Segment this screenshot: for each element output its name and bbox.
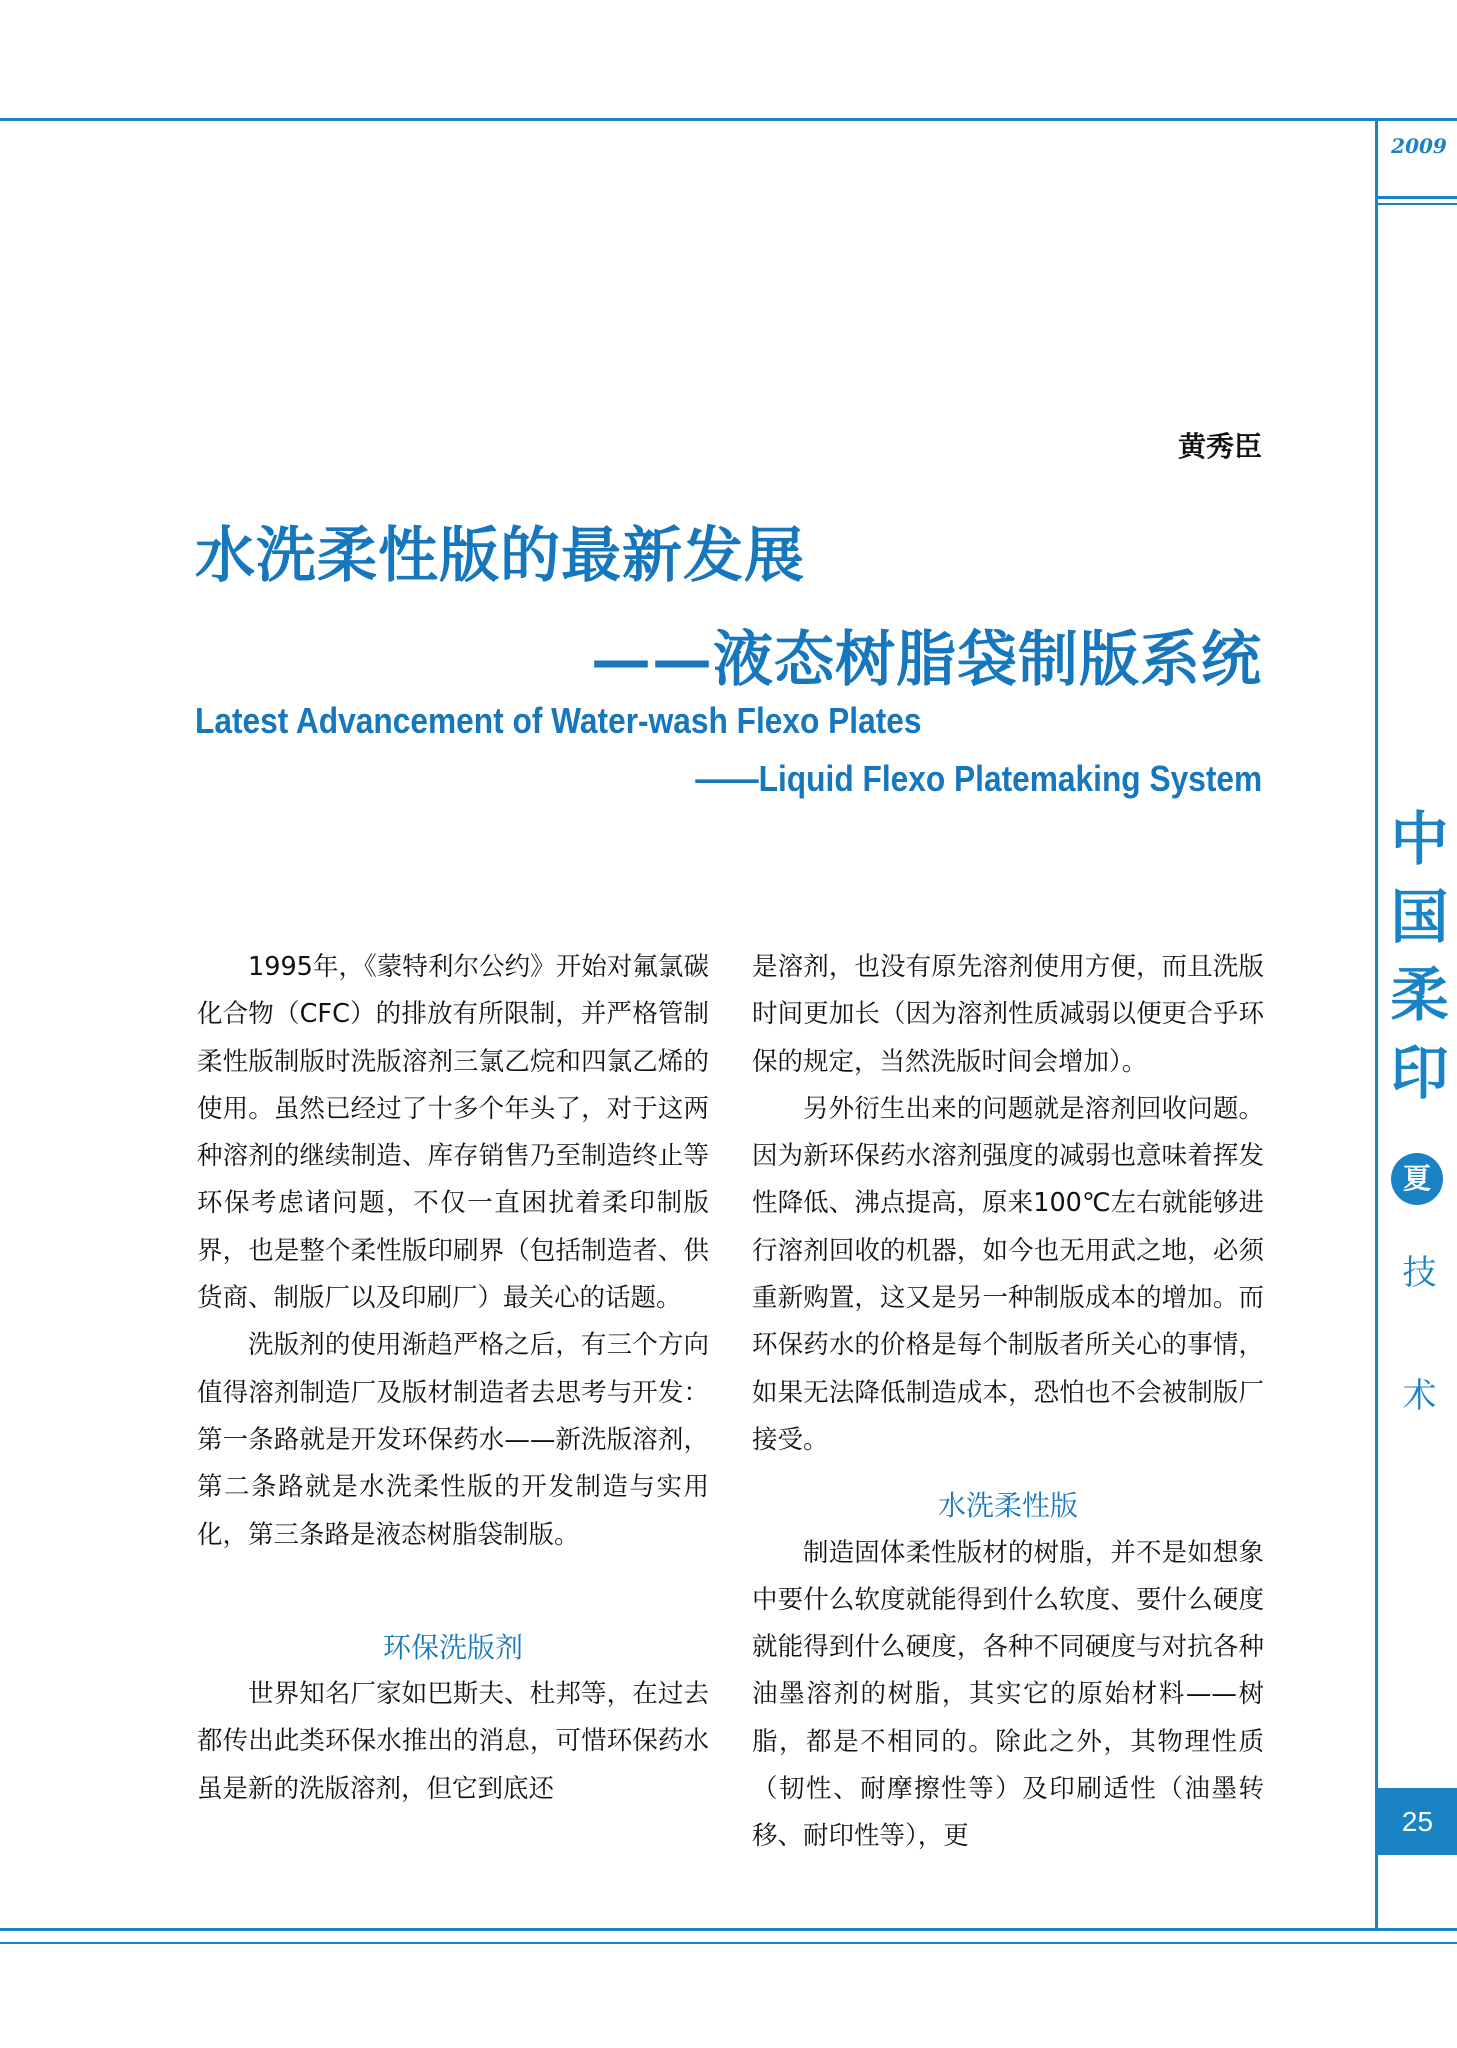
season-badge: 夏 <box>1391 1153 1443 1205</box>
body-paragraph: 另外衍生出来的问题就是溶剂回收问题。因为新环保药水溶剂强度的减弱也意味着挥发性降低、沸点提高，原来100℃左右就能够进行溶剂回收的机器，如今也无用武之地，必须重新购置，这又是另一种制版成本的增加。而环保药水的价格是每个制版者所关心的事情，如果无法降低制造成本，恐怕也不会被制版厂接受。 <box>752 1093 1264 1455</box>
magazine-name-char: 柔 <box>1390 961 1449 1029</box>
english-title-line-1: Latest Advancement of Water-wash Flexo Plates <box>195 700 922 741</box>
body-paragraph: 制造固体柔性版材的树脂，并不是如想象中要什么软度就能得到什么软度、要什么硬度就能得到什么硬度，各种不同硬度与对抗各种油墨溶剂的树脂，其实它的原始材料——树脂，都是不相同的。除此之外，其物理性质（韧性、耐摩擦性等）及印刷适性（油墨转移、耐印性等），更 <box>752 1537 1264 1852</box>
magazine-name-char: 国 <box>1390 883 1449 951</box>
body-paragraph: 1995年，《蒙特利尔公约》开始对氟氯碳化合物（CFC）的排放有所限制，并严格管制柔性版制版时洗版溶剂三氯乙烷和四氯乙烯的使用。虽然已经过了十多个年头了，对于这两种溶剂的继续制造、库存销售乃至制造终止等环保考虑诸问题，不仅一直困扰着柔印制版界，也是整个柔性版印刷界（包括制造者、供货商、制版厂以及印刷厂）最关心的话题。 <box>197 952 709 1314</box>
author-name: 黄秀臣 <box>1177 430 1262 463</box>
year-underline-rule <box>1378 196 1457 199</box>
left-column <box>197 944 709 1813</box>
top-rule <box>0 118 1457 121</box>
article-title-line-2: ——液态树脂袋制版系统 <box>591 625 1262 695</box>
section-heading: 水洗柔性版 <box>937 1489 1078 1523</box>
magazine-name-char: 印 <box>1390 1039 1449 1107</box>
page-number: 25 <box>1378 1788 1457 1855</box>
magazine-name-vertical <box>1382 800 1457 1112</box>
body-paragraph: 世界知名厂家如巴斯夫、杜邦等，在过去都传出此类环保水推出的消息，可惜环保药水虽是新的洗版溶剂，但它到底还 <box>197 1679 709 1804</box>
magazine-name-char: 中 <box>1390 805 1449 873</box>
body-paragraph: 洗版剂的使用渐趋严格之后，有三个方向值得溶剂制造厂及版材制造者去思考与开发：第一条路就是开发环保药水——新洗版溶剂，第二条路就是水洗柔性版的开发制造与实用化，第三条路是液态树脂袋制版。 <box>197 1330 709 1550</box>
section-label-char: 技 <box>1402 1253 1437 1293</box>
sidebar-divider-rule <box>1375 118 1378 1931</box>
right-column <box>752 944 1264 1861</box>
english-title-line-2: ——Liquid Flexo Platemaking System <box>695 758 1262 799</box>
year-underline-rule-2 <box>1378 203 1457 205</box>
section-heading: 环保洗版剂 <box>382 1630 523 1664</box>
issue-year: 2009 <box>1391 134 1447 158</box>
article-title-line-1: 水洗柔性版的最新发展 <box>195 521 805 591</box>
body-paragraph: 是溶剂，也没有原先溶剂使用方便，而且洗版时间更加长（因为溶剂性质减弱以便更合乎环保的规定，当然洗版时间会增加）。 <box>752 952 1264 1077</box>
section-label-char: 术 <box>1402 1376 1437 1416</box>
bottom-rule <box>0 1928 1457 1931</box>
footer-accent-rule <box>0 1942 1457 1944</box>
